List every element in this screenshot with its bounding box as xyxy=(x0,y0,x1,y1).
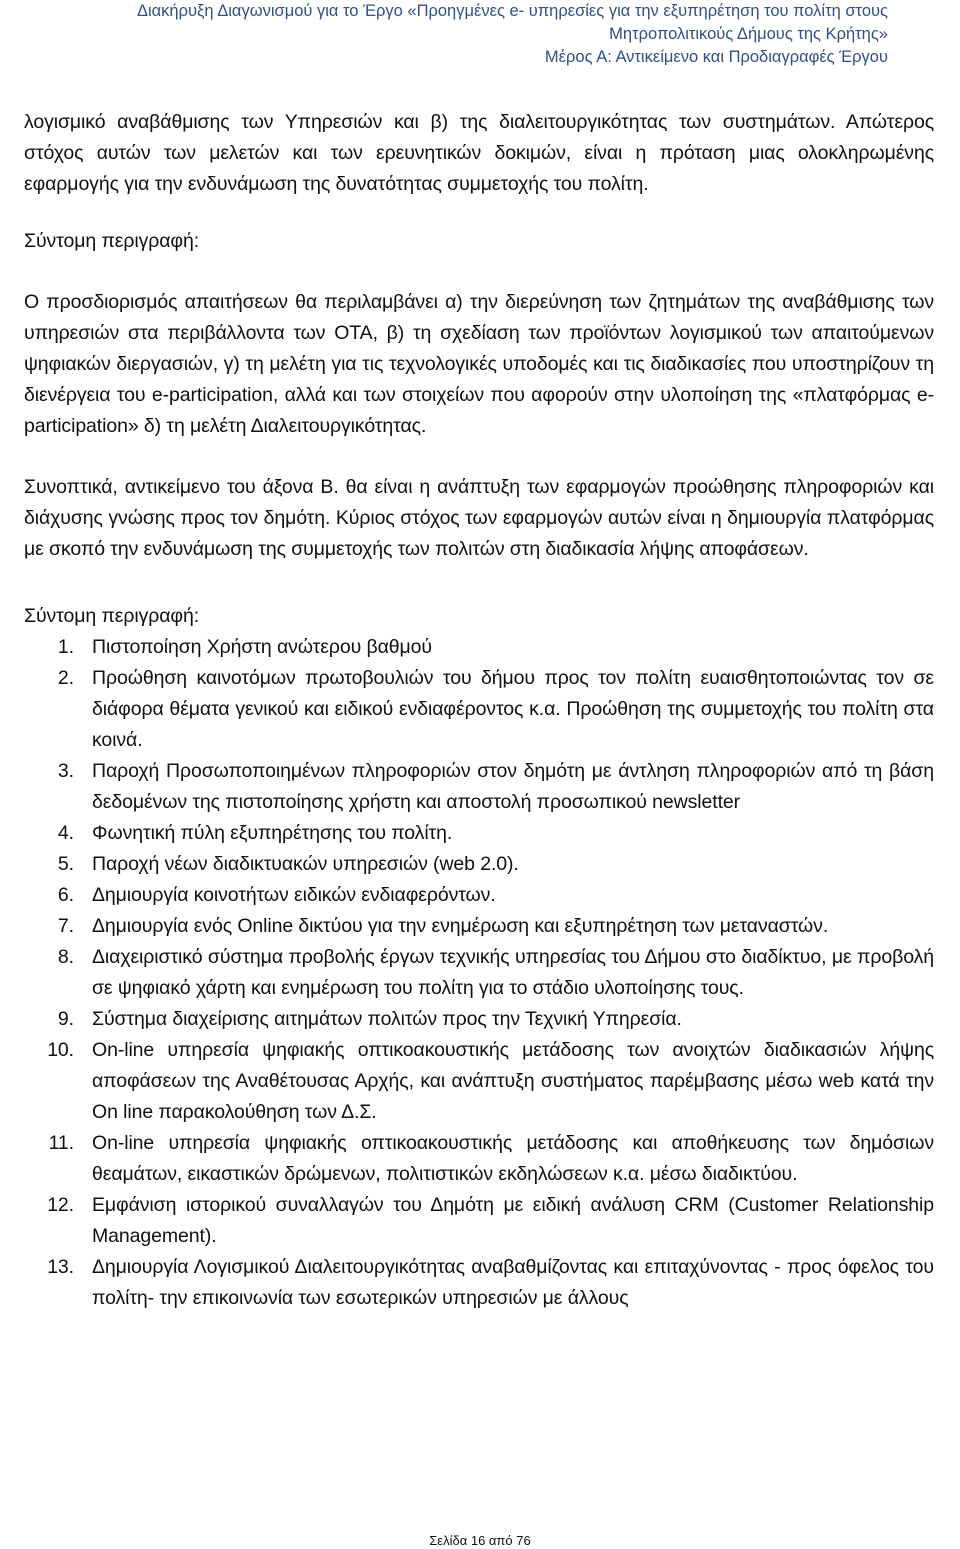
header-line-1: Διακήρυξη Διαγωνισμού για το Έργο «Προηγμένες e- υπηρεσίες για την εξυπηρέτηση του πολίτη στους xyxy=(136,2,888,20)
list-item xyxy=(24,1252,934,1314)
list-item-text: Παροχή νέων διαδικτυακών υπηρεσιών (web 2.0). xyxy=(92,853,519,875)
list-item-text: On-line υπηρεσία ψηφιακής οπτικοακουστικής μετάδοσης και αποθήκευσης των δημόσιων θεαμάτων, εικαστικών δρώμενων, πολιτιστικών εκδηλώσεων κ.α. μέσω διαδικτύου. xyxy=(92,1132,934,1185)
list-item-number: 3. xyxy=(57,760,74,782)
list-item-text: On-line υπηρεσία ψηφιακής οπτικοακουστικής μετάδοσης των ανοιχτών διαδικασιών λήψης αποφάσεων της Αναθέτουσας Αρχής, και ανάπτυξη συστήματος παρέμβασης μέσω web κατά την On line παρακολούθηση των Δ.Σ. xyxy=(92,1039,934,1123)
page-number: Σελίδα 16 από 76 xyxy=(429,1533,531,1548)
list-item-number: 11. xyxy=(48,1132,74,1154)
list-item xyxy=(24,911,934,942)
list-item xyxy=(24,1190,934,1252)
list-item xyxy=(24,756,934,818)
list-item-text: Δημιουργία κοινοτήτων ειδικών ενδιαφερόντων. xyxy=(92,884,496,906)
intro-paragraph: λογισμικό αναβάθμισης των Υπηρεσιών και β) της διαλειτουργικότητας των συστημάτων. Απώτερος στόχος αυτών των μελετών και των ερευνητικών δοκιμών, είναι η πρόταση μιας ολοκληρωμένης εφαρμογής για την ενδυνάμωση της δυνατότητας συμμετοχής του πολίτη. xyxy=(24,111,934,195)
header-line-2: Μητροπολιτικούς Δήμους της Κρήτης» xyxy=(609,25,888,43)
description-paragraph: Ο προσδιορισμός απαιτήσεων θα περιλαμβάνει α) την διερεύνηση των ζητημάτων της αναβάθμισης των υπηρεσιών στα περιβάλλοντα των ΟΤΑ, β) τη σχεδίαση των προϊόντων λογισμικού των απαιτούμενων ψηφιακών διεργασιών, γ) τη μελέτη για τις τεχνολογικές υποδομές και τις διαδικασίες που υποστηρίζουν τη διενέργεια του e-participation, αλλά και των στοιχείων που αφορούν στην υλοποίηση της «πλατφόρμας e-participation» δ) τη μελέτη Διαλειτουργικότητας. xyxy=(24,291,934,437)
services-list xyxy=(24,632,934,1314)
short-description-label: Σύντομη περιγραφή: xyxy=(24,230,200,252)
list-item-text: Φωνητική πύλη εξυπηρέτησης του πολίτη. xyxy=(92,822,453,844)
list-item-text: Δημιουργία Λογισμικού Διαλειτουργικότητας αναβαθμίζοντας και επιταχύνοντας - προς όφελος του πολίτη- την επικοινωνία των εσωτερικών υπηρεσιών με άλλους xyxy=(92,1256,934,1309)
summary-paragraph: Συνοπτικά, αντικείμενο του άξονα Β. θα είναι η ανάπτυξη των εφαρμογών προώθησης πληροφοριών και διάχυσης γνώσης προς τον δημότη. Κύριος στόχος των εφαρμογών αυτών είναι η δημιουργία πλατφόρμας με σκοπό την ενδυνάμωση της συμμετοχής των πολιτών στη διαδικασία λήψης αποφάσεων. xyxy=(24,476,934,560)
list-item-number: 6. xyxy=(57,884,74,906)
list-item-number: 2. xyxy=(57,667,74,689)
document-body xyxy=(24,107,934,1314)
list-item-text: Διαχειριστικό σύστημα προβολής έργων τεχνικής υπηρεσίας του Δήμου στο διαδίκτυο, με προβολή σε ψηφιακό χάρτη και ενημέρωση του πολίτη για το στάδιο υλοποίησης τους. xyxy=(92,946,934,999)
list-item-text: Δημιουργία ενός Online δικτύου για την ενημέρωση και εξυπηρέτηση των μεταναστών. xyxy=(92,915,829,937)
list-item xyxy=(24,1004,934,1035)
list-item-number: 12. xyxy=(47,1194,74,1216)
list-item-number: 4. xyxy=(57,822,74,844)
list-item-text: Παροχή Προσωποποιημένων πληροφοριών στον δημότη με άντληση πληροφοριών από τη βάση δεδομένων της πιστοποίησης χρήστη και αποστολή προσωπικού newsletter xyxy=(92,760,934,813)
list-item-number: 5. xyxy=(57,853,74,875)
list-item-text: Πιστοποίηση Χρήστη ανώτερου βαθμού xyxy=(92,636,432,658)
list-item xyxy=(24,849,934,880)
list-item-text: Σύστημα διαχείρισης αιτημάτων πολιτών προς την Τεχνική Υπηρεσία. xyxy=(92,1008,682,1030)
list-item xyxy=(24,1128,934,1190)
list-item-number: 13. xyxy=(47,1256,74,1278)
header-line-3: Μέρος Α: Αντικείμενο και Προδιαγραφές Έργου xyxy=(544,48,888,66)
list-item-text: Προώθηση καινοτόμων πρωτοβουλιών του δήμου προς τον πολίτη ευαισθητοποιώντας τον σε διάφορα θέματα γενικού και ειδικού ενδιαφέροντος κ.α. Προώθηση της συμμετοχής του πολίτη στα κοινά. xyxy=(92,667,934,751)
list-item-number: 9. xyxy=(57,1008,74,1030)
list-item xyxy=(24,1035,934,1128)
list-item-text: Εμφάνιση ιστορικού συναλλαγών του Δημότη με ειδική ανάλυση CRM (Customer Relationship Management). xyxy=(92,1194,934,1247)
list-item xyxy=(24,942,934,1004)
document-header xyxy=(28,0,888,69)
list-item-number: 7. xyxy=(57,915,74,937)
list-item xyxy=(24,880,934,911)
list-item-number: 10. xyxy=(47,1039,74,1061)
list-item xyxy=(24,632,934,663)
list-item xyxy=(24,663,934,756)
list-item xyxy=(24,818,934,849)
list-item-number: 1. xyxy=(57,636,74,658)
list-item-number: 8. xyxy=(57,946,74,968)
short-description-label: Σύντομη περιγραφή: xyxy=(24,605,200,627)
